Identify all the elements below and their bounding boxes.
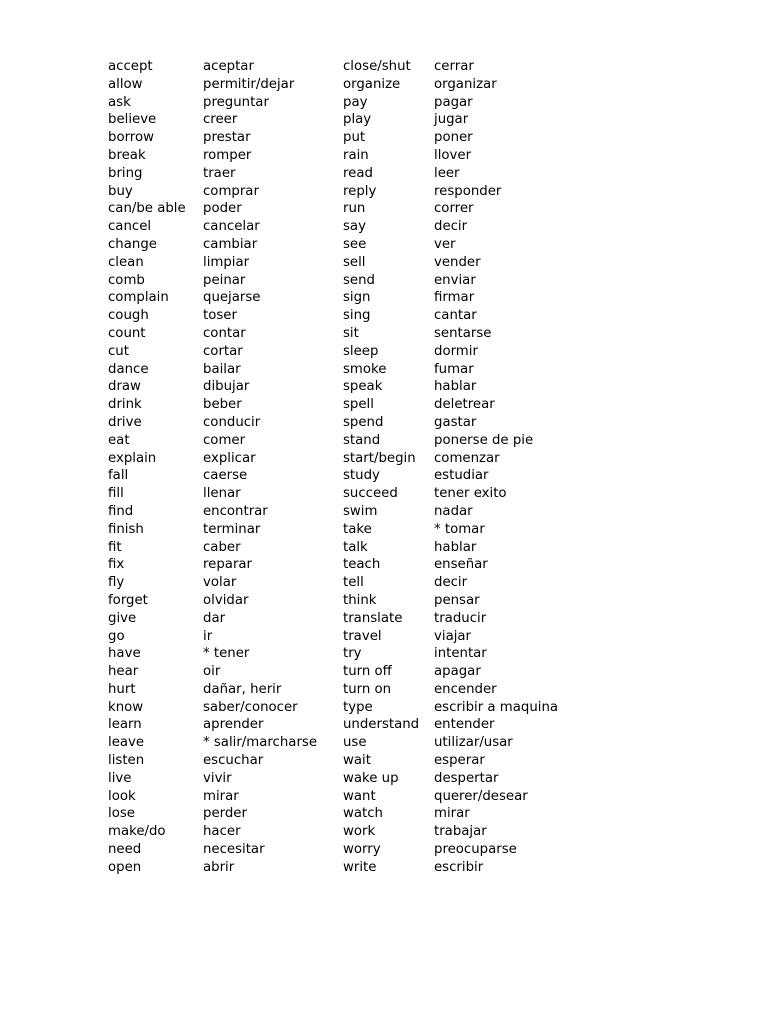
english-verb: sing bbox=[343, 308, 371, 324]
english-verb: buy bbox=[108, 183, 133, 199]
english-verb: wait bbox=[343, 753, 371, 769]
english-verb: have bbox=[108, 646, 141, 662]
spanish-translation: dar bbox=[203, 610, 226, 626]
english-verb: understand bbox=[343, 717, 420, 733]
english-verb: work bbox=[343, 824, 376, 840]
spanish-translation: poner bbox=[434, 130, 473, 146]
spanish-translation: abrir bbox=[203, 859, 235, 875]
spanish-translation: traducir bbox=[434, 610, 487, 626]
english-verb: believe bbox=[108, 112, 157, 128]
spanish-translation: toser bbox=[203, 308, 237, 324]
english-verb: pay bbox=[343, 94, 368, 110]
spanish-translation: peinar bbox=[203, 272, 246, 288]
spanish-translation: olvidar bbox=[203, 592, 249, 608]
spanish-translation: comer bbox=[203, 432, 246, 448]
english-verb: want bbox=[343, 788, 376, 804]
english-verb: can/be able bbox=[108, 201, 186, 217]
english-verb: drive bbox=[108, 414, 142, 430]
english-verb: write bbox=[343, 859, 377, 875]
english-verb: say bbox=[343, 219, 366, 235]
english-verb: hear bbox=[108, 664, 139, 680]
spanish-translation: aprender bbox=[203, 717, 264, 733]
english-verb: look bbox=[108, 788, 136, 804]
spanish-translation: preocuparse bbox=[434, 842, 517, 858]
spanish-translation: * salir/marcharse bbox=[203, 735, 318, 751]
english-verb: spend bbox=[343, 414, 384, 430]
spanish-translation: comprar bbox=[203, 183, 259, 199]
spanish-translation: volar bbox=[203, 575, 237, 591]
spanish-translation: hablar bbox=[434, 539, 477, 555]
spanish-translation: leer bbox=[434, 165, 460, 181]
spanish-translation: decir bbox=[434, 219, 468, 235]
spanish-translation: poder bbox=[203, 201, 242, 217]
english-verb: turn on bbox=[343, 681, 392, 697]
english-verb: close/shut bbox=[343, 59, 411, 74]
english-verb: watch bbox=[343, 806, 383, 822]
english-verb: cut bbox=[108, 343, 129, 359]
english-verb: travel bbox=[343, 628, 382, 644]
english-verb: try bbox=[343, 646, 362, 662]
spanish-translation: responder bbox=[434, 183, 502, 199]
spanish-translation: conducir bbox=[203, 414, 261, 430]
spanish-translation: firmar bbox=[434, 290, 475, 306]
english-verb: bring bbox=[108, 165, 143, 181]
spanish-translation: fumar bbox=[434, 361, 474, 377]
english-verb: open bbox=[108, 859, 142, 875]
english-verb: need bbox=[108, 842, 142, 858]
english-verb: spell bbox=[343, 397, 374, 413]
spanish-translation: mirar bbox=[434, 806, 470, 822]
spanish-translation: comenzar bbox=[434, 450, 500, 466]
english-verb: sit bbox=[343, 325, 359, 341]
spanish-translation: trabajar bbox=[434, 824, 487, 840]
spanish-translation: dibujar bbox=[203, 379, 250, 395]
english-verb: send bbox=[343, 272, 375, 288]
english-verb: reply bbox=[343, 183, 377, 199]
english-verb: turn off bbox=[343, 664, 392, 680]
spanish-translation: entender bbox=[434, 717, 495, 733]
english-verb: wake up bbox=[343, 770, 399, 786]
english-verb: change bbox=[108, 236, 157, 252]
english-verb: fit bbox=[108, 539, 122, 555]
english-verb: play bbox=[343, 112, 372, 128]
english-verb: cough bbox=[108, 308, 149, 324]
english-verb: translate bbox=[343, 610, 403, 626]
spanish-translation: escribir a maquina bbox=[434, 699, 559, 715]
spanish-translation: despertar bbox=[434, 770, 499, 786]
spanish-translation: bailar bbox=[203, 361, 241, 377]
spanish-translation: encender bbox=[434, 681, 497, 697]
english-verb: cancel bbox=[108, 219, 152, 235]
spanish-translation: perder bbox=[203, 806, 247, 822]
spanish-translation: decir bbox=[434, 575, 468, 591]
english-verb: type bbox=[343, 699, 373, 715]
english-verb: rain bbox=[343, 147, 369, 163]
english-verb: break bbox=[108, 147, 146, 163]
spanish-translation: ir bbox=[203, 628, 213, 644]
spanish-translation: jugar bbox=[434, 112, 469, 128]
spanish-translation: intentar bbox=[434, 646, 487, 662]
english-verb: fill bbox=[108, 486, 124, 502]
spanish-translation: explicar bbox=[203, 450, 256, 466]
spanish-translation: dormir bbox=[434, 343, 478, 359]
spanish-translation: cerrar bbox=[434, 59, 474, 74]
english-verb: study bbox=[343, 468, 380, 484]
spanish-translation: creer bbox=[203, 112, 238, 128]
spanish-translation: prestar bbox=[203, 130, 251, 146]
english-verb: allow bbox=[108, 76, 143, 92]
english-verb: think bbox=[343, 592, 377, 608]
spanish-translation: permitir/dejar bbox=[203, 76, 295, 92]
english-verb: smoke bbox=[343, 361, 387, 377]
spanish-translation: caerse bbox=[203, 468, 248, 484]
english-verb: accept bbox=[108, 59, 153, 74]
spanish-translation: pensar bbox=[434, 592, 480, 608]
spanish-translation: ponerse de pie bbox=[434, 432, 534, 448]
spanish-translation: sentarse bbox=[434, 325, 492, 341]
spanish-translation: llenar bbox=[203, 486, 241, 502]
english-verb: stand bbox=[343, 432, 381, 448]
spanish-translation: deletrear bbox=[434, 397, 495, 413]
spanish-translation: cantar bbox=[434, 308, 477, 324]
english-verb: make/do bbox=[108, 824, 166, 840]
english-verb: fall bbox=[108, 468, 129, 484]
spanish-translation: nadar bbox=[434, 503, 473, 519]
spanish-translation: llover bbox=[434, 147, 472, 163]
spanish-translation: vivir bbox=[203, 770, 232, 786]
english-verb: fix bbox=[108, 557, 125, 573]
english-verb: organize bbox=[343, 76, 401, 92]
spanish-translation: dañar, herir bbox=[203, 681, 282, 697]
english-verb: listen bbox=[108, 753, 145, 769]
english-verb: leave bbox=[108, 735, 145, 751]
spanish-translation: escribir bbox=[434, 859, 484, 875]
english-verb: give bbox=[108, 610, 137, 626]
spanish-translation: hablar bbox=[434, 379, 477, 395]
spanish-translation: mirar bbox=[203, 788, 239, 804]
spanish-translation: organizar bbox=[434, 76, 497, 92]
english-verb: drink bbox=[108, 397, 142, 413]
spanish-translation: utilizar/usar bbox=[434, 735, 513, 751]
english-verb: sell bbox=[343, 254, 366, 270]
spanish-translation: enviar bbox=[434, 272, 476, 288]
english-verb: ask bbox=[108, 94, 131, 110]
spanish-translation: querer/desear bbox=[434, 788, 528, 804]
english-verb: read bbox=[343, 165, 373, 181]
english-verb: draw bbox=[108, 379, 141, 395]
spanish-translation: cambiar bbox=[203, 236, 258, 252]
spanish-translation: traer bbox=[203, 165, 236, 181]
english-verb: worry bbox=[343, 842, 381, 858]
spanish-translation: aceptar bbox=[203, 59, 254, 74]
spanish-translation: escuchar bbox=[203, 753, 264, 769]
english-verb: clean bbox=[108, 254, 144, 270]
english-verb: take bbox=[343, 521, 372, 537]
english-verb: swim bbox=[343, 503, 378, 519]
english-verb: borrow bbox=[108, 130, 154, 146]
english-verb: forget bbox=[108, 592, 148, 608]
english-verb: hurt bbox=[108, 681, 136, 697]
spanish-translation: necesitar bbox=[203, 842, 265, 858]
spanish-translation: * tener bbox=[203, 646, 250, 662]
english-verb: sign bbox=[343, 290, 371, 306]
spanish-translation: caber bbox=[203, 539, 241, 555]
english-verb: explain bbox=[108, 450, 157, 466]
english-verb: talk bbox=[343, 539, 368, 555]
english-verb: lose bbox=[108, 806, 135, 822]
english-verb: speak bbox=[343, 379, 383, 395]
english-verb: run bbox=[343, 201, 366, 217]
spanish-translation: oir bbox=[203, 664, 221, 680]
english-verb: see bbox=[343, 236, 367, 252]
english-verb: dance bbox=[108, 361, 149, 377]
spanish-translation: correr bbox=[434, 201, 474, 217]
spanish-translation: romper bbox=[203, 147, 252, 163]
spanish-translation: cancelar bbox=[203, 219, 260, 235]
english-verb: complain bbox=[108, 290, 169, 306]
spanish-translation: estudiar bbox=[434, 468, 489, 484]
spanish-translation: terminar bbox=[203, 521, 261, 537]
english-verb: live bbox=[108, 770, 132, 786]
spanish-translation: saber/conocer bbox=[203, 699, 298, 715]
spanish-translation: ver bbox=[434, 236, 456, 252]
english-verb: start/begin bbox=[343, 450, 416, 466]
spanish-translation: * tomar bbox=[434, 521, 485, 537]
spanish-translation: enseñar bbox=[434, 557, 488, 573]
spanish-translation: beber bbox=[203, 397, 242, 413]
spanish-translation: viajar bbox=[434, 628, 472, 644]
english-verb: know bbox=[108, 699, 144, 715]
spanish-translation: gastar bbox=[434, 414, 477, 430]
spanish-translation: limpiar bbox=[203, 254, 250, 270]
english-verb: sleep bbox=[343, 343, 379, 359]
english-verb: eat bbox=[108, 432, 130, 448]
spanish-translation: cortar bbox=[203, 343, 243, 359]
spanish-translation: reparar bbox=[203, 557, 253, 573]
english-verb: count bbox=[108, 325, 146, 341]
spanish-translation: vender bbox=[434, 254, 481, 270]
english-verb: comb bbox=[108, 272, 145, 288]
english-verb: fly bbox=[108, 575, 125, 591]
english-verb: put bbox=[343, 130, 366, 146]
spanish-translation: preguntar bbox=[203, 94, 269, 110]
spanish-translation: contar bbox=[203, 325, 246, 341]
spanish-translation: esperar bbox=[434, 753, 485, 769]
english-verb: succeed bbox=[343, 486, 398, 502]
spanish-translation: tener exito bbox=[434, 486, 507, 502]
english-verb: use bbox=[343, 735, 367, 751]
spanish-translation: quejarse bbox=[203, 290, 261, 306]
english-verb: tell bbox=[343, 575, 364, 591]
spanish-translation: hacer bbox=[203, 824, 241, 840]
spanish-translation: encontrar bbox=[203, 503, 268, 519]
english-verb: learn bbox=[108, 717, 142, 733]
english-verb: teach bbox=[343, 557, 381, 573]
english-verb: finish bbox=[108, 521, 144, 537]
spanish-translation: pagar bbox=[434, 94, 473, 110]
english-verb: find bbox=[108, 503, 134, 519]
spanish-translation: apagar bbox=[434, 664, 481, 680]
english-verb: go bbox=[108, 628, 125, 644]
